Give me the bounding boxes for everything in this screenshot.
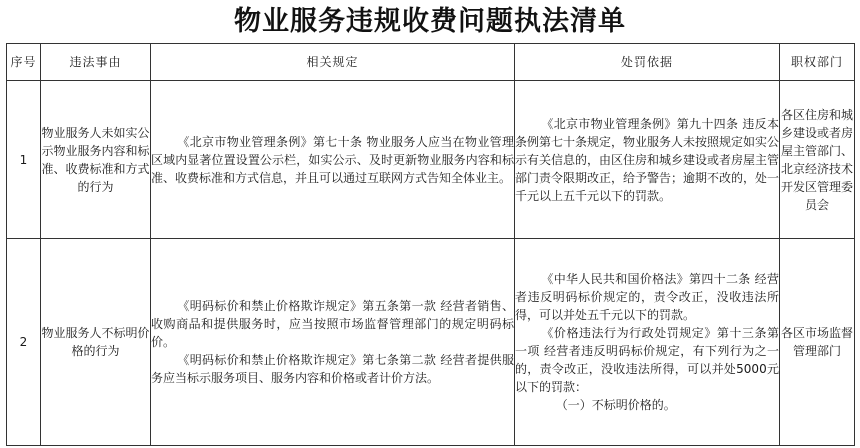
enforcement-table: [6, 43, 855, 446]
table-row: [7, 239, 855, 446]
header-department: 职权部门: [780, 44, 855, 81]
row-number: 1: [7, 81, 41, 239]
header-matter: 违法事由: [41, 44, 151, 81]
regulation-paragraph: 《明码标价和禁止价格欺诈规定》第五条第一款 经营者销售、收购商品和提供服务时，应当按照市场监督管理部门的规定明码标价。: [151, 299, 514, 349]
authority-department: 各区住房和城乡建设或者房屋主管部门、北京经济技术开发区管理委员会: [780, 81, 855, 239]
basis-paragraph: 《中华人民共和国价格法》第四十二条 经营者违反明码标价规定的，责令改正，没收违法所得，可以并处五千元以下的罚款。: [515, 272, 779, 322]
table-row: [7, 81, 855, 239]
violation-matter: 物业服务人未如实公示物业服务内容和标准、收费标准和方式的行为: [41, 81, 151, 239]
authority-department: 各区市场监督管理部门: [780, 239, 855, 446]
page-title: 物业服务违规收费问题执法清单: [234, 6, 626, 37]
related-regulation: [151, 81, 515, 239]
violation-matter: 物业服务人不标明价格的行为: [41, 239, 151, 446]
header-basis: 处罚依据: [515, 44, 780, 81]
regulation-paragraph: 《明码标价和禁止价格欺诈规定》第七条第二款 经营者提供服务应当标示服务项目、服务内容和价格或者计价方法。: [151, 353, 514, 385]
table-header-row: [7, 44, 855, 81]
header-no: 序号: [7, 44, 41, 81]
row-number: 2: [7, 239, 41, 446]
basis-paragraph: 《价格违法行为行政处罚规定》第十三条第一项 经营者违反明码标价规定，有下列行为之一的，责令改正，没收违法所得，可以并处5000元以下的罚款：: [515, 326, 779, 394]
penalty-basis: [515, 239, 780, 446]
penalty-basis: [515, 81, 780, 239]
related-regulation: [151, 239, 515, 446]
regulation-paragraph: 《北京市物业管理条例》第七十条 物业服务人应当在物业管理区域内显著位置设置公示栏，如实公示、及时更新物业服务内容和标准、收费标准和方式信息，并且可以通过互联网方式告知全体业主。: [151, 134, 514, 185]
basis-paragraph: 《北京市物业管理条例》第九十四条 违反本条例第七十条规定，物业服务人未按照规定如实公示有关信息的，由区住房和城乡建设或者房屋主管部门责令限期改正，给予警告；逾期不改的，处一千元以上五千元以下的罚款。: [515, 116, 780, 203]
basis-paragraph: （一）不标明价格的。: [555, 398, 676, 412]
header-regulation: 相关规定: [151, 44, 515, 81]
